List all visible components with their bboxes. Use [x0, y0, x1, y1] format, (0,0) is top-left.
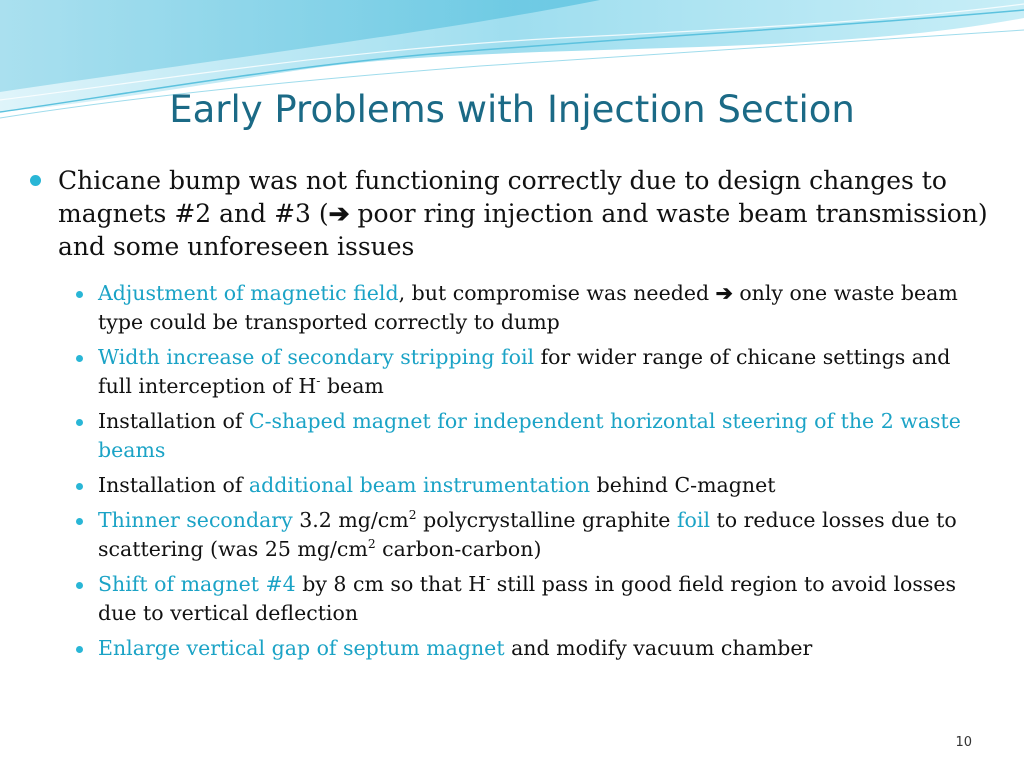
highlight-text: Shift of magnet #4	[98, 572, 296, 596]
main-bullet-text-2: poor ring injection and waste beam transmission) and some unforeseen issues	[58, 199, 988, 261]
list-item	[74, 570, 990, 628]
page-number: 10	[955, 735, 972, 750]
highlight-text: Adjustment of magnetic field	[98, 281, 399, 305]
item-text: Installation of	[98, 409, 249, 433]
slide-body	[30, 164, 990, 679]
arrow-icon: ➔	[328, 199, 350, 228]
item-text: by 8 cm so that H	[295, 572, 487, 596]
sub-bullet-list	[74, 279, 990, 663]
superscript: 2	[367, 537, 376, 552]
list-item	[74, 506, 990, 564]
highlight-text: Thinner secondary	[98, 508, 293, 532]
main-bullet	[30, 164, 990, 263]
item-text: behind C-magnet	[590, 473, 776, 497]
highlight-text: Enlarge vertical gap of septum magnet	[98, 636, 505, 660]
item-text: , but compromise was needed	[398, 281, 716, 305]
superscript: -	[316, 374, 321, 389]
list-item	[74, 343, 990, 401]
list-item	[74, 471, 990, 500]
superscript: -	[486, 572, 491, 587]
bullet-icon	[76, 646, 83, 653]
bullet-icon	[76, 291, 83, 298]
item-text: 3.2 mg/cm	[292, 508, 409, 532]
bullet-icon	[76, 419, 83, 426]
bullet-icon	[76, 518, 83, 525]
main-bullet-text-1: Chicane bump was not functioning correctly due to design changes to magnets #2 and #3 (	[58, 166, 947, 228]
bullet-icon	[76, 355, 83, 362]
item-text: carbon-carbon)	[375, 537, 542, 561]
item-text: still pass in good field region to avoid losses due to vertical deflection	[98, 572, 957, 625]
bullet-icon	[76, 582, 83, 589]
bullet-icon	[30, 175, 41, 186]
item-text: polycrystalline graphite	[416, 508, 677, 532]
item-text: for wider range of chicane settings and full interception of H	[98, 345, 951, 398]
list-item	[74, 634, 990, 663]
highlight-text: C-shaped magnet for independent horizontal steering of the 2 waste beams	[98, 409, 961, 462]
list-item	[74, 407, 990, 465]
item-text: beam	[320, 374, 384, 398]
highlight-text: foil	[676, 508, 711, 532]
highlight-text: additional beam instrumentation	[248, 473, 591, 497]
item-text: Installation of	[98, 473, 249, 497]
item-text: to reduce losses due to scattering (was 25 mg/cm	[98, 508, 957, 561]
superscript: 2	[408, 508, 417, 523]
item-text: only one waste beam type could be transported correctly to dump	[98, 281, 958, 334]
slide-title: Early Problems with Injection Section	[169, 88, 855, 131]
list-item	[74, 279, 990, 337]
bullet-icon	[76, 483, 83, 490]
item-text: and modify vacuum chamber	[504, 636, 813, 660]
highlight-text: Width increase of secondary stripping foil	[98, 345, 535, 369]
arrow-icon: ➔	[715, 281, 733, 305]
